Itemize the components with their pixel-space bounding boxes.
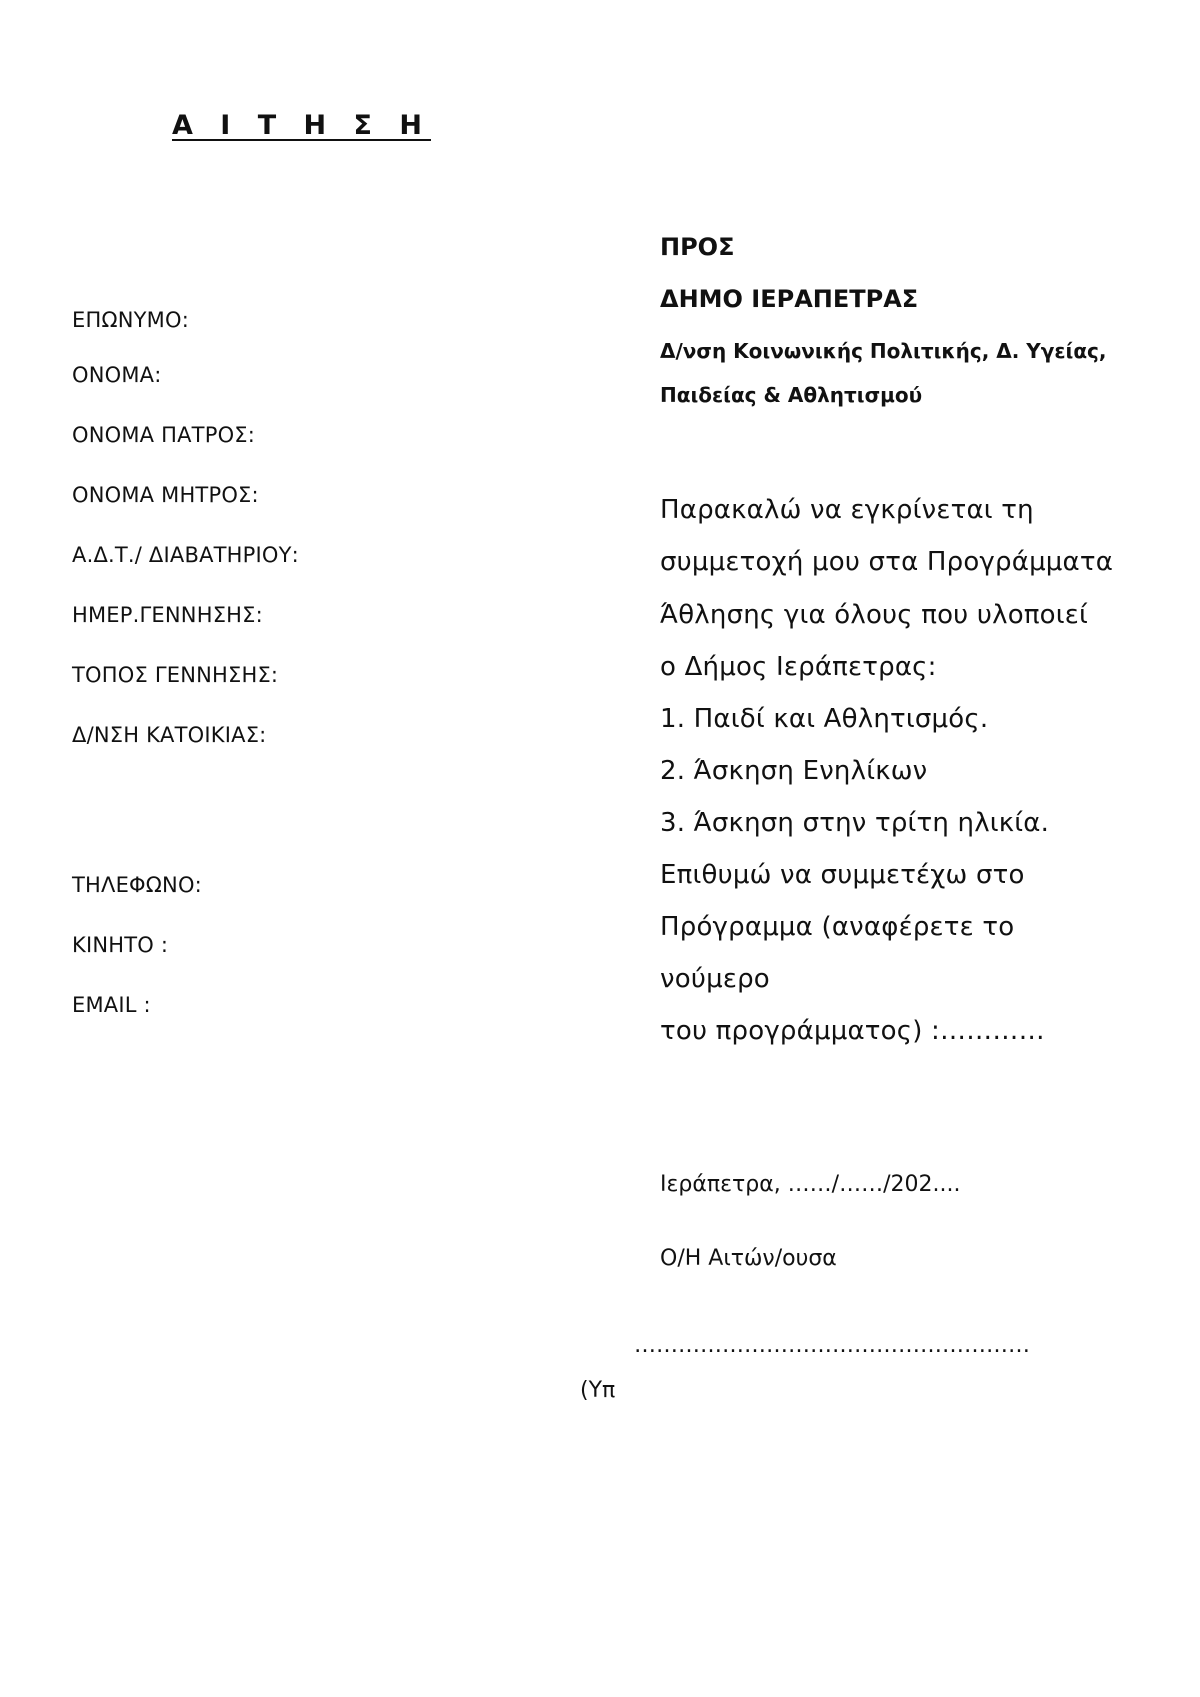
- field-label-home-address: Δ/ΝΣΗ ΚΑΤΟΙΚΙΑΣ:: [72, 723, 267, 747]
- program-option-1: 1. Παιδί και Αθλητισμός.: [660, 704, 989, 734]
- request-line: νούμερο: [660, 964, 770, 994]
- request-line: ο Δήμος Ιεράπετρας:: [660, 652, 937, 682]
- field-label-first-name: ΟΝΟΜΑ:: [72, 363, 162, 387]
- recipient-to: ΠΡΟΣ: [660, 233, 735, 261]
- field-label-mobile: ΚΙΝΗΤΟ :: [72, 933, 169, 957]
- field-label-id-passport: Α.Δ.Τ./ ΔΙΑΒΑΤΗΡΙΟΥ:: [72, 543, 299, 567]
- recipient-department-line1: Δ/νση Κοινωνικής Πολιτικής, Δ. Υγείας,: [660, 339, 1107, 363]
- place-date: Ιεράπετρα, ……/……/202....: [660, 1172, 961, 1197]
- field-label-mother-name: ΟΝΟΜΑ ΜΗΤΡΟΣ:: [72, 483, 259, 507]
- request-line: συμμετοχή μου στα Προγράμματα: [660, 547, 1114, 577]
- program-number-blank: του προγράμματος) :…………: [660, 1016, 1045, 1046]
- signature-note: (Υπ: [580, 1378, 616, 1403]
- applicant-title: Ο/Η Αιτών/ουσα: [660, 1246, 837, 1271]
- signature-line: ………………………………………………: [634, 1333, 1030, 1358]
- request-line: Άθλησης για όλους που υλοποιεί: [660, 600, 1089, 630]
- field-label-surname: ΕΠΩΝΥΜΟ:: [72, 308, 189, 332]
- recipient-municipality: ΔΗΜΟ ΙΕΡΑΠΕΤΡΑΣ: [660, 285, 919, 313]
- request-line: Παρακαλώ να εγκρίνεται τη: [660, 495, 1034, 525]
- request-line: Επιθυμώ να συμμετέχω στο: [660, 860, 1025, 890]
- recipient-department-line2: Παιδείας & Αθλητισμού: [660, 383, 923, 407]
- form-heading: Α Ι Τ Η Σ Η: [172, 110, 431, 141]
- field-label-phone: ΤΗΛΕΦΩΝΟ:: [72, 873, 202, 897]
- program-option-2: 2. Άσκηση Ενηλίκων: [660, 756, 928, 786]
- request-line: Πρόγραμμα (αναφέρετε το: [660, 912, 1015, 942]
- program-option-3: 3. Άσκηση στην τρίτη ηλικία.: [660, 808, 1050, 838]
- field-label-email: EMAIL :: [72, 993, 151, 1017]
- field-label-birth-date: ΗΜΕΡ.ΓΕΝΝΗΣΗΣ:: [72, 603, 263, 627]
- field-label-father-name: ΟΝΟΜΑ ΠΑΤΡΟΣ:: [72, 423, 256, 447]
- field-label-birth-place: ΤΟΠΟΣ ΓΕΝΝΗΣΗΣ:: [72, 663, 279, 687]
